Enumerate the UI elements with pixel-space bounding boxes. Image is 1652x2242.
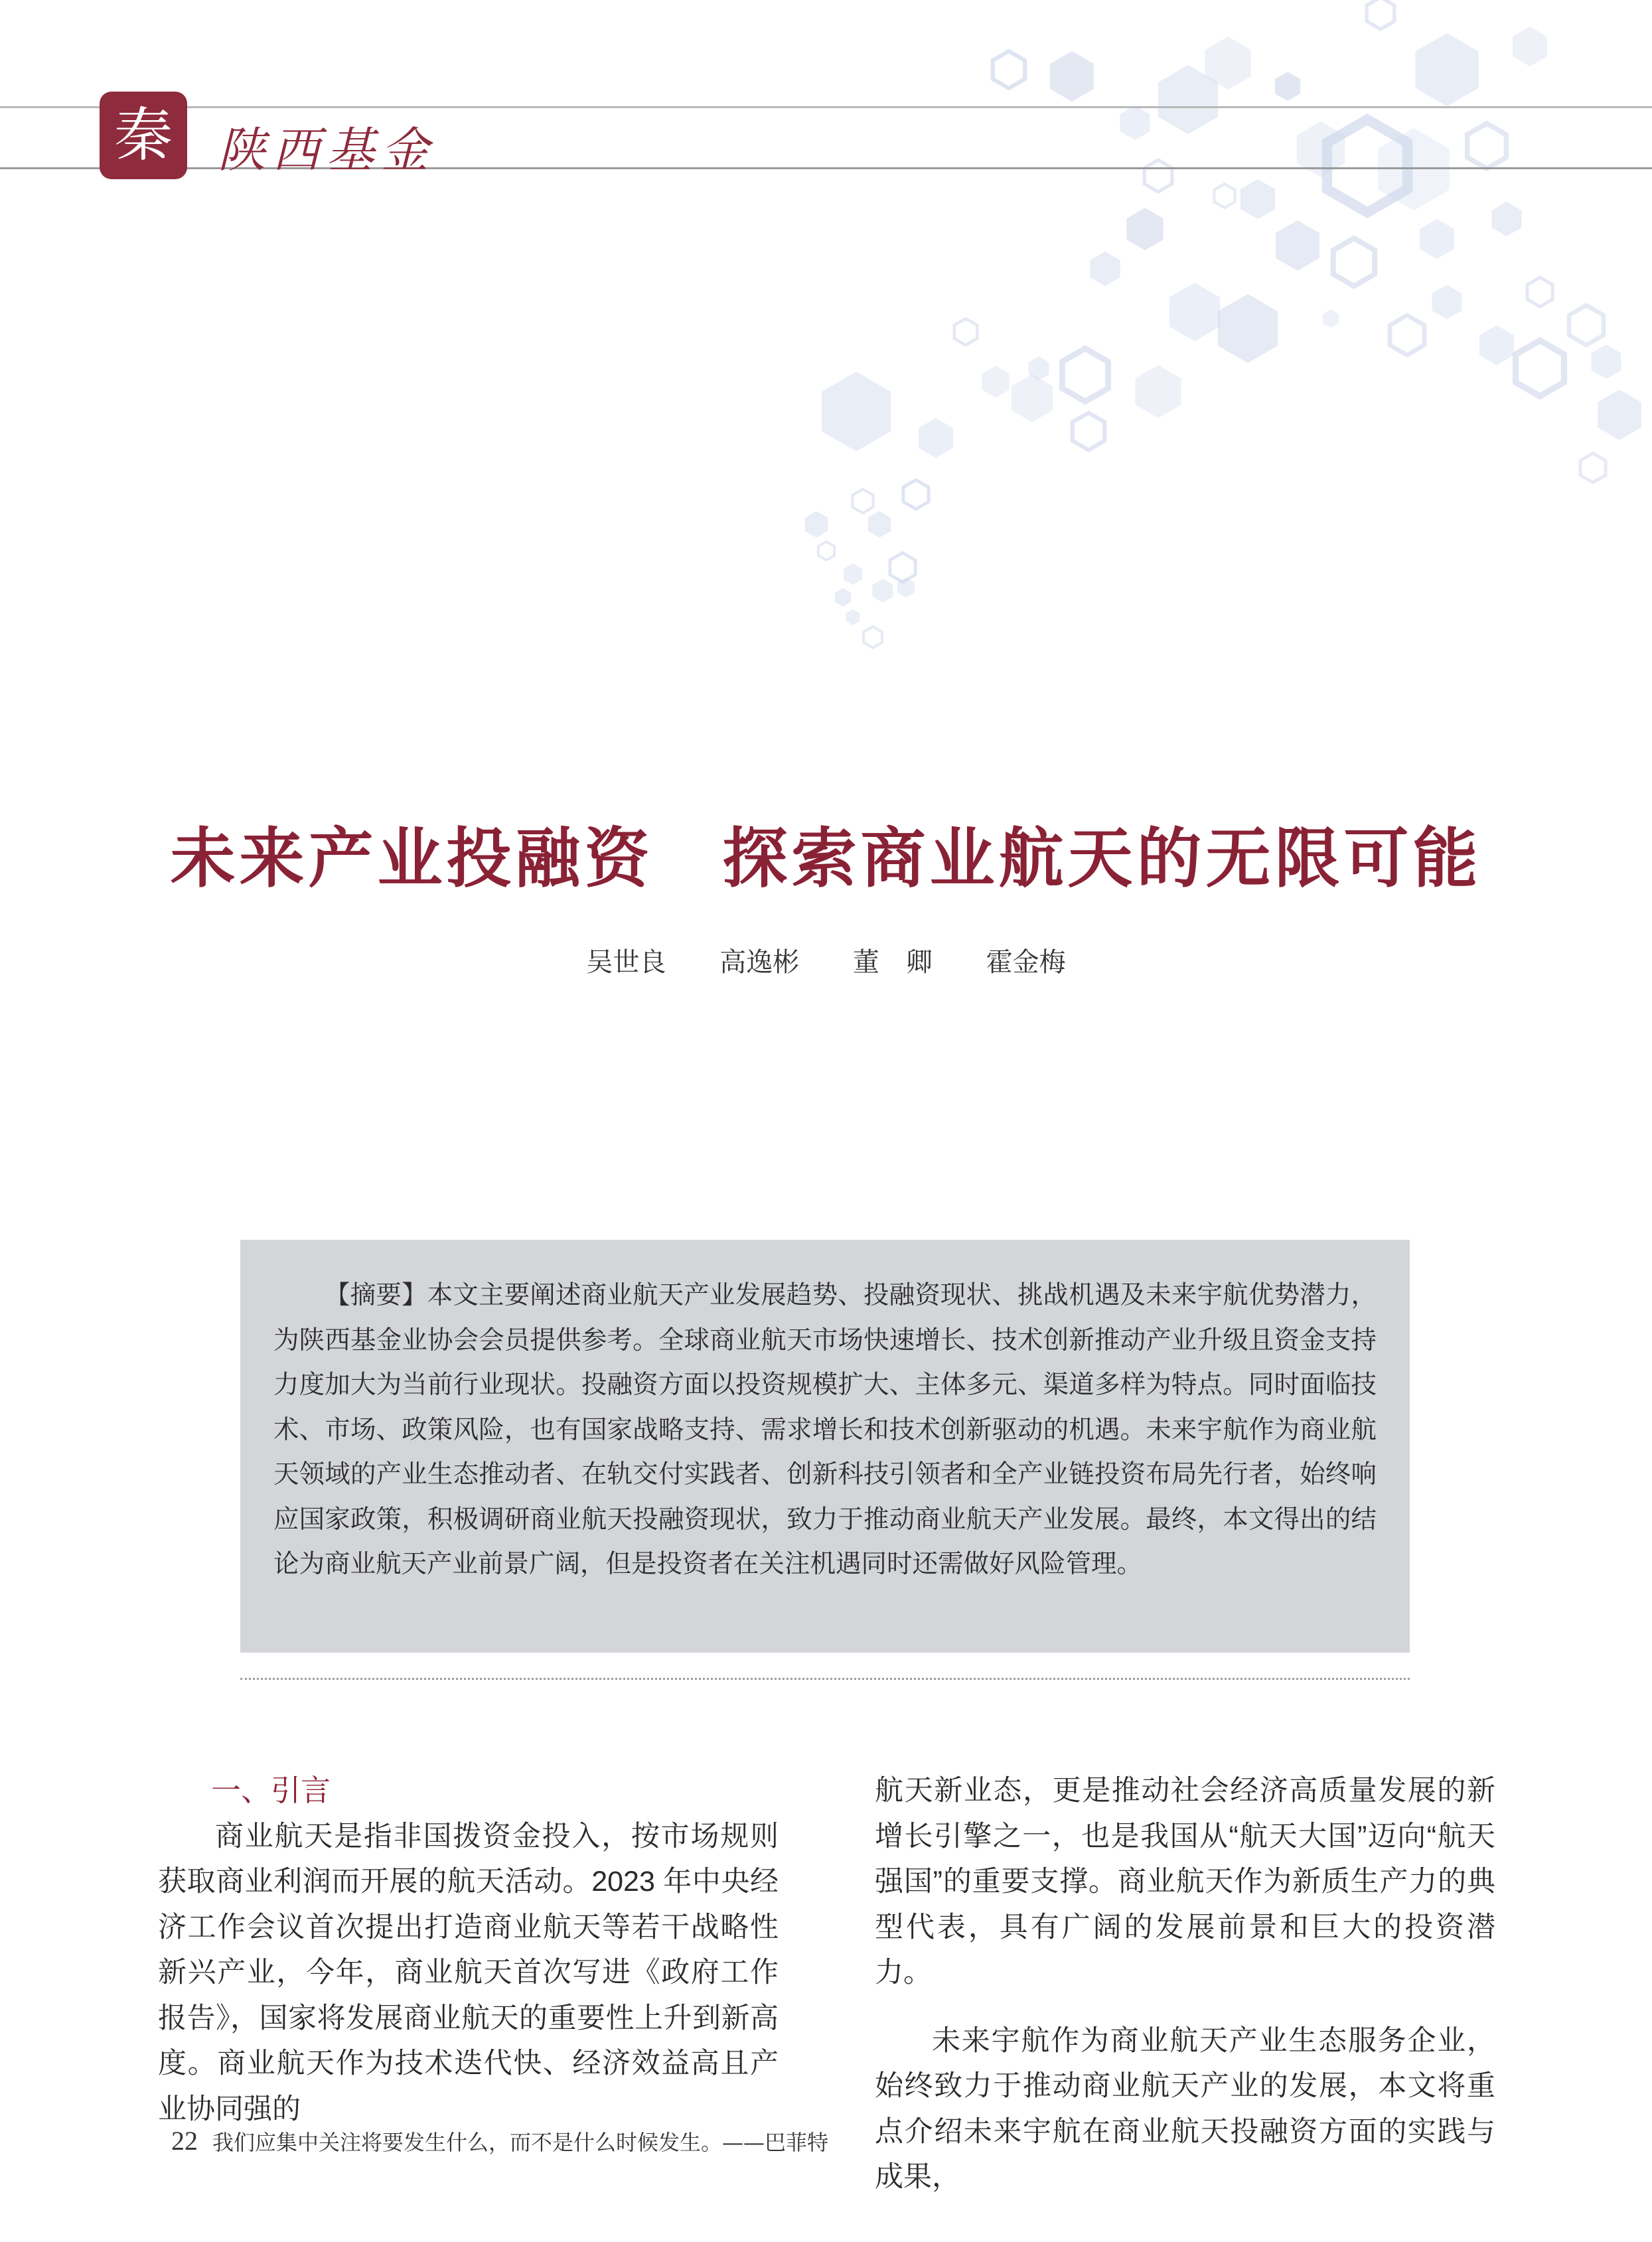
logo-char: 秦 xyxy=(113,101,173,169)
hexagon-shape xyxy=(1479,325,1514,365)
hexagon-shape xyxy=(1169,283,1220,341)
body-paragraph: 商业航天是指非国拨资金投入，按市场规则获取商业利润而开展的航天活动。2023 年中央经济工作会议首次提出打造商业航天等若干战略性新兴产业，今年，商业航天首次写进《政府工作报告》，国家将发展商业航天的重要性上升到新高度。商业航天作为技术迭代快、经济效益高且产业协同强的 xyxy=(158,1820,779,2125)
hexagon-shape xyxy=(993,51,1025,88)
hexagon-shape xyxy=(1420,219,1454,259)
hexagon-shape xyxy=(1580,453,1606,483)
hexagon-shape xyxy=(1592,344,1621,379)
hexagon-shape xyxy=(903,480,929,509)
article-title: 未来产业投融资 探索商业航天的无限可能 xyxy=(170,820,1482,897)
author-name: 高逸彬 xyxy=(719,947,800,978)
hexagon-shape xyxy=(1390,315,1424,355)
hexagon-shape xyxy=(1513,27,1547,66)
hexagon-shape xyxy=(1062,348,1108,402)
hexagon-shape xyxy=(1214,184,1235,208)
magazine-brand: 陕西基金 xyxy=(218,122,436,178)
body-column-right xyxy=(875,1768,1495,2200)
hexagon-shape xyxy=(1333,238,1375,286)
hexagon-shape xyxy=(1120,106,1150,140)
author-name: 董 卿 xyxy=(852,947,933,978)
hexagon-shape xyxy=(1569,305,1604,345)
hexagon-shape xyxy=(868,511,891,538)
hexagon-shape xyxy=(1275,72,1300,101)
abstract-text: 本文主要阐述商业航天产业发展趋势、投融资现状、挑战机遇及未来宇航优势潜力，为陕西基金业协会会员提供参考。全球商业航天市场快速增长、技术创新推动产业升级且资金支持力度加大为当前行业现状。投融资方面以投资规模扩大、主体多元、渠道多样为特点。同时面临技术、市场、政策风险，也有国家战略支持、需求增长和技术创新驱动的机遇。未来宇航作为商业航天领域的产业生态推动者、在轨交付实践者、创新科技引领者和全产业链投资布局先行者，始终响应国家政策，积极调研商业航天投融资现状，致力于推动商业航天产业发展。最终，本文得出的结论为商业航天产业前景广阔，但是投资者在关注机遇同时还需做好风险管理。 xyxy=(273,1280,1377,1579)
hexagon-shape xyxy=(919,418,953,458)
abstract-label: 【摘要】 xyxy=(325,1280,427,1310)
magazine-logo-icon xyxy=(100,92,187,179)
hexagon-shape xyxy=(822,372,891,451)
hexagon-shape xyxy=(1415,33,1478,106)
hexagon-shape xyxy=(1467,123,1507,169)
author-name: 霍金梅 xyxy=(986,947,1066,978)
hexagon-shape xyxy=(982,366,1010,398)
hexagon-shape xyxy=(1598,390,1641,440)
author-name: 吴世良 xyxy=(586,947,666,978)
abstract-box xyxy=(240,1240,1410,1653)
hexagon-shape xyxy=(844,563,862,585)
body-paragraph: 航天新业态，更是推动社会经济高质量发展的新增长引擎之一，也是我国从“航天大国”迈向“航天强国”的重要支撑。商业航天作为新质生产力的典型代表，具有广阔的发展前景和巨大的投资潜力。 xyxy=(875,1775,1495,1988)
hexagon-shape xyxy=(1240,179,1275,219)
dotted-divider xyxy=(240,1678,1410,1680)
hexagon-shape xyxy=(1135,365,1181,418)
hexagon-shape xyxy=(864,627,882,648)
hexagon-shape xyxy=(1144,160,1172,192)
hexagon-shape xyxy=(1492,202,1522,236)
footer-quote: 我们应集中关注将要发生什么，而不是什么时候发生。——巴菲特 xyxy=(212,2130,829,2155)
hexagon-shape xyxy=(805,511,828,538)
hexagon-shape xyxy=(1218,294,1278,363)
hexagon-shape xyxy=(1073,413,1104,450)
hexagon-shape xyxy=(1126,208,1163,250)
hexagon-shape xyxy=(1050,51,1094,102)
abstract-paragraph xyxy=(273,1273,1377,1587)
hexagon-shape xyxy=(872,579,893,603)
header-rule-top xyxy=(0,106,1652,108)
hexagon-shape xyxy=(1276,220,1319,271)
hexagon-shape xyxy=(890,553,915,582)
body-column-left xyxy=(158,1768,779,2132)
author-list xyxy=(0,941,1652,979)
hexagon-shape xyxy=(846,609,860,625)
hexagon-shape xyxy=(1090,252,1120,286)
page-footer xyxy=(171,2125,828,2156)
hexagon-shape xyxy=(1323,309,1339,328)
hexagon-shape xyxy=(1527,277,1552,307)
hexagon-shape xyxy=(954,319,978,345)
hexagon-shape xyxy=(1516,340,1564,396)
hexagon-shape xyxy=(1367,0,1394,29)
hexagon-shape xyxy=(1432,285,1462,319)
section-heading: 一、引言 xyxy=(211,1773,331,1807)
hexagon-shape xyxy=(835,588,851,607)
hexagon-shape xyxy=(1012,374,1053,422)
hexagon-shape xyxy=(818,542,834,560)
hexagon-shape xyxy=(852,489,873,513)
page-number: 22 xyxy=(171,2126,198,2156)
body-paragraph: 未来宇航作为商业航天产业生态服务企业，始终致力于推动商业航天产业的发展，本文将重点介绍未来宇航在商业航天投融资方面的实践与成果， xyxy=(875,2024,1495,2193)
